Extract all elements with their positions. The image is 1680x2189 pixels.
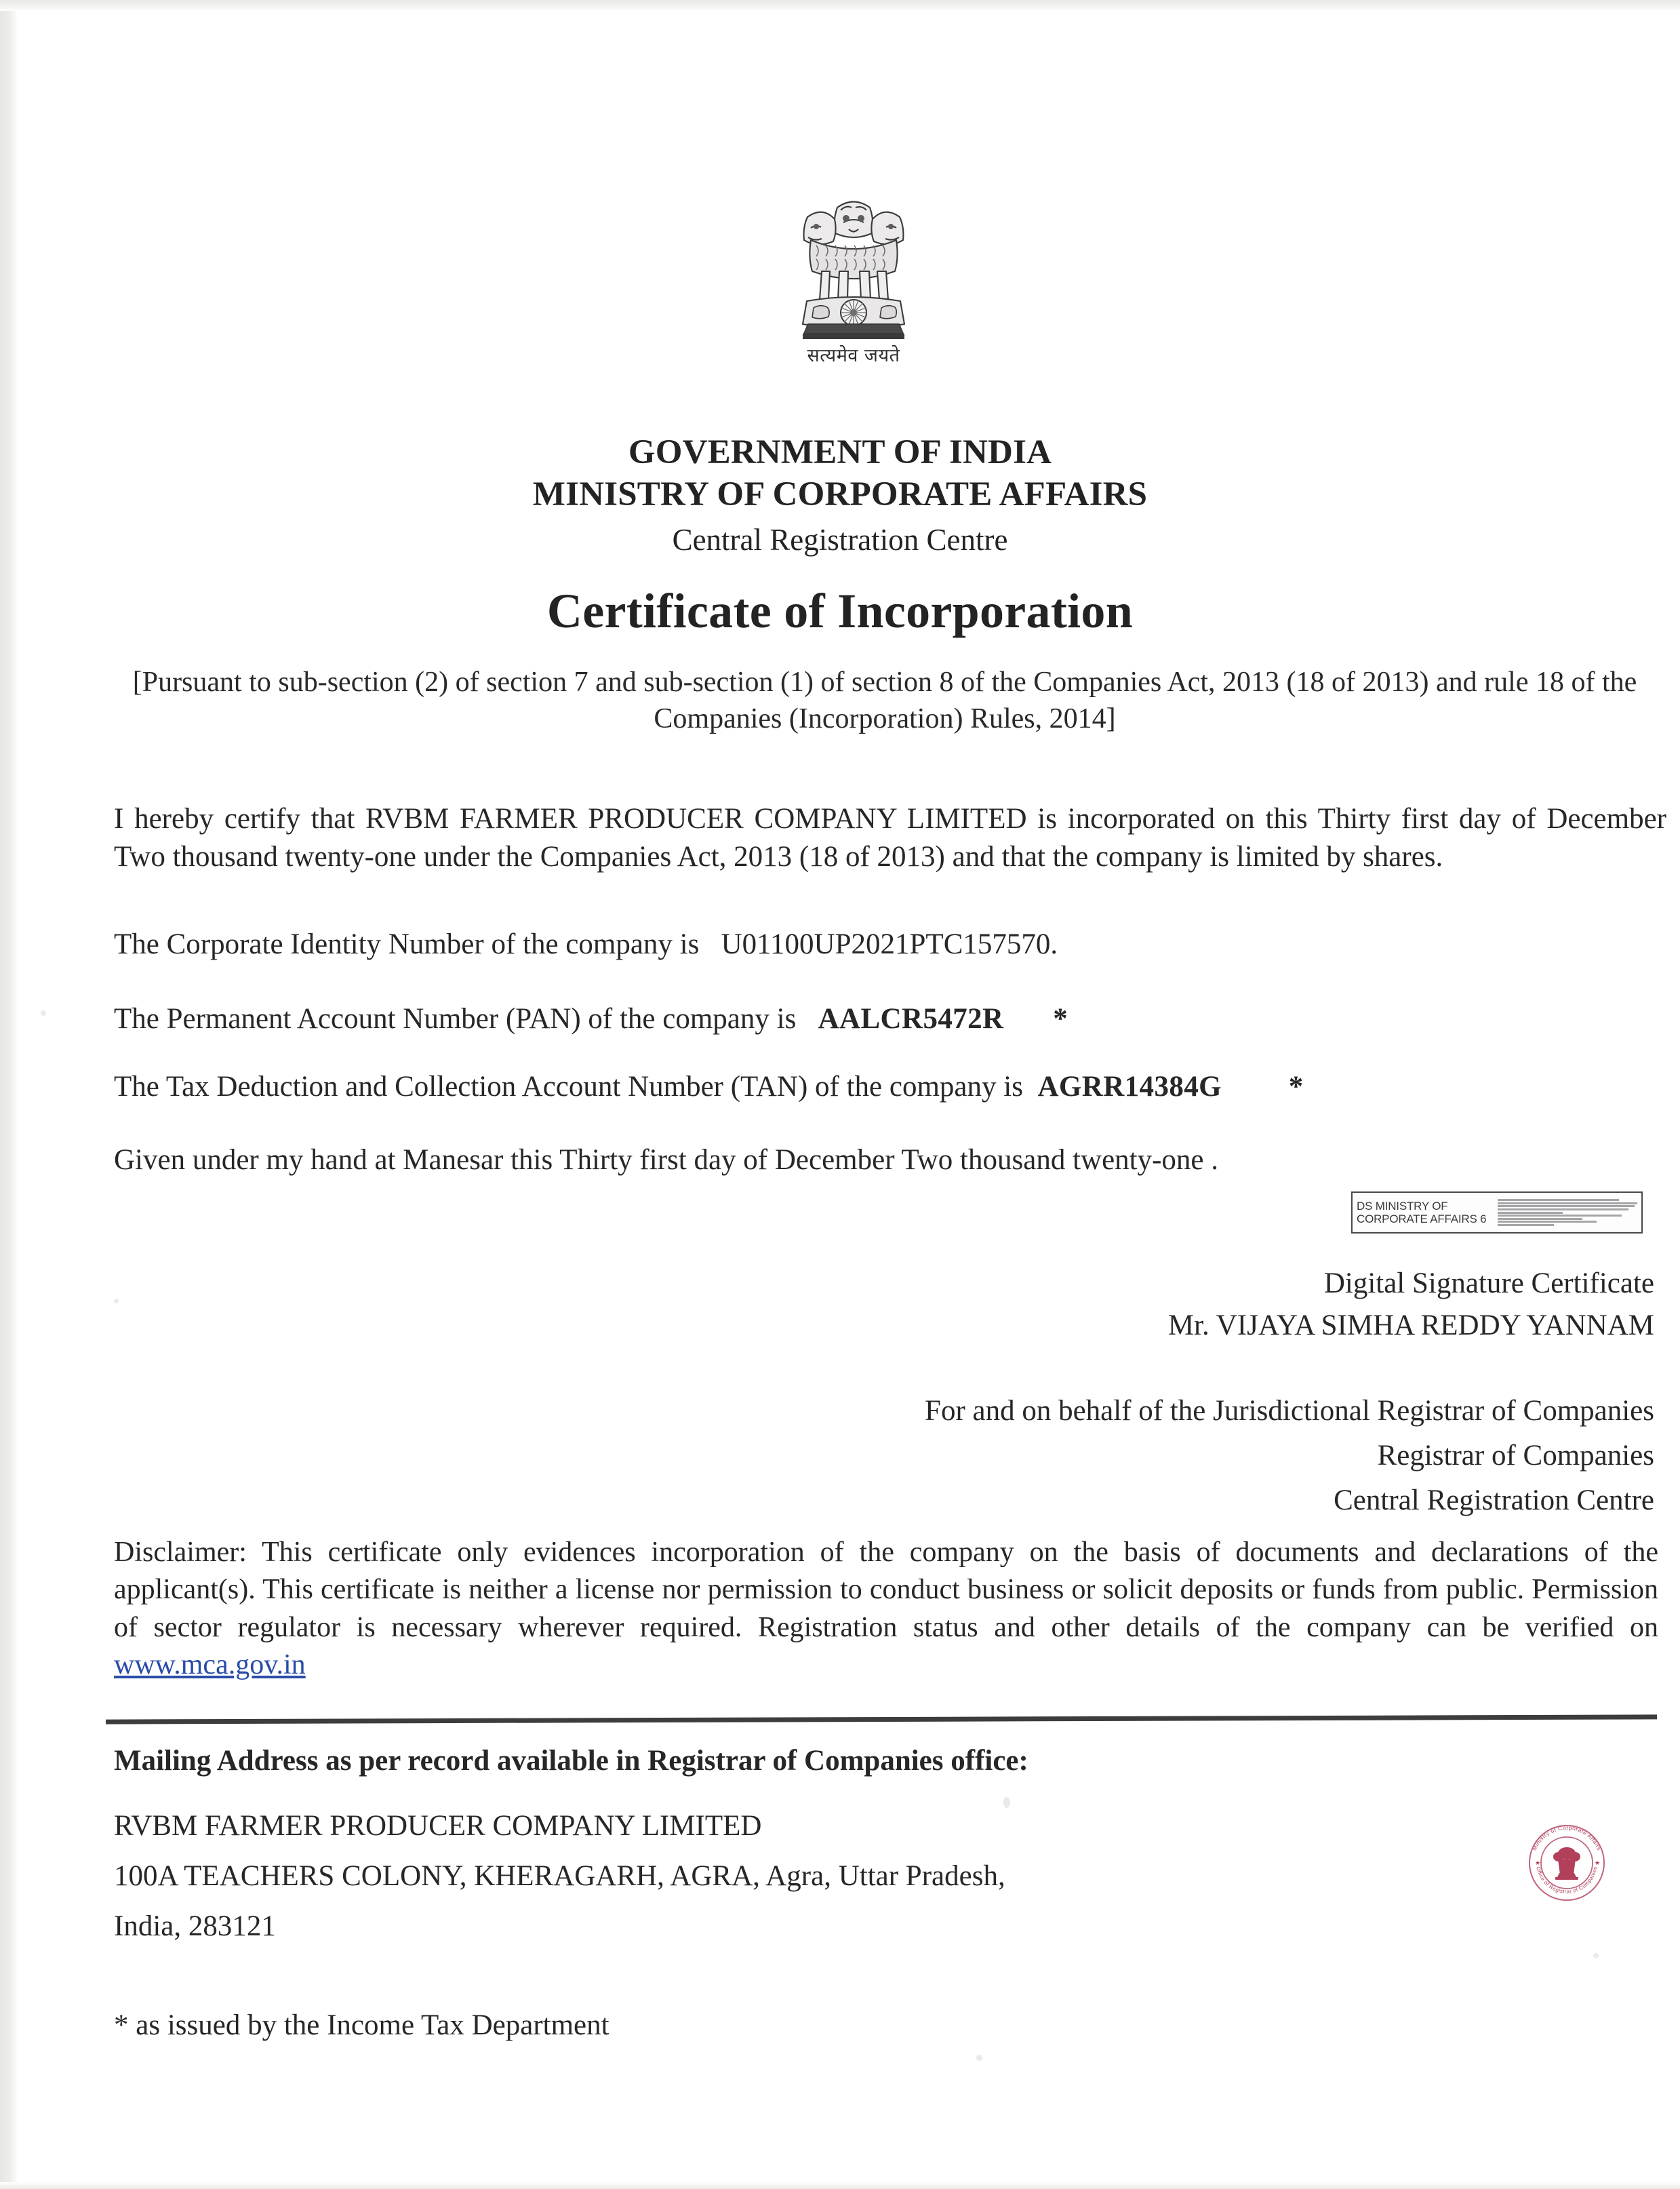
mca-website-link[interactable]: www.mca.gov.in (114, 1649, 306, 1681)
dsc-caption: Digital Signature Certificate (1323, 1267, 1654, 1299)
government-heading: GOVERNMENT OF INDIA (628, 433, 1052, 471)
svg-text:★: ★ (1595, 1859, 1601, 1866)
pan-value: AALCR5472R (818, 1003, 1004, 1035)
pan-label: The Permanent Account Number (PAN) of the company is (114, 1003, 797, 1035)
digital-signature-stamp (1351, 1191, 1643, 1234)
scan-speck (114, 1299, 119, 1303)
dsc-stamp-line1: DS MINISTRY OF (1357, 1199, 1448, 1212)
svg-text:Office of Registrar of Compani: Office of Registrar of Companies (1535, 1866, 1599, 1895)
scan-speck (1003, 1797, 1010, 1808)
tan-value: AGRR14384G (1037, 1071, 1222, 1103)
designation-line: Registrar of Companies (1377, 1440, 1654, 1472)
scan-speck (41, 1010, 46, 1016)
cin-label: The Corporate Identity Number of the company is (114, 928, 700, 960)
signatory-name: Mr. VIJAYA SIMHA REDDY YANNAM (1167, 1309, 1654, 1341)
section-divider (106, 1714, 1657, 1724)
page-title: Certificate of Incorporation (546, 584, 1134, 638)
on-behalf-line: For and on behalf of the Jurisdictional Registrar of Companies (925, 1395, 1654, 1427)
pan-asterisk: * (1053, 1003, 1068, 1035)
disclaimer-paragraph (114, 1534, 1658, 1684)
svg-text:Ministry of Corporate Affairs: Ministry of Corporate Affairs (1530, 1823, 1603, 1852)
mailing-address-line: 100A TEACHERS COLONY, KHERAGARH, AGRA, Agra, Uttar Pradesh, (114, 1860, 1005, 1892)
scan-edge-left (0, 0, 18, 2189)
svg-text:★: ★ (1535, 1859, 1541, 1866)
certify-paragraph: I hereby certify that RVBM FARMER PRODUCER COMPANY LIMITED is incorporated on this Thirty first day of December Two thousand twenty-one under the Companies Act, 2013 (18 of 2013) and that the company is limited by shares. (114, 803, 1666, 873)
pan-line (114, 1002, 1666, 1036)
roc-round-seal-icon (1520, 1816, 1614, 1910)
dsc-fine-print (1498, 1198, 1641, 1227)
dsc-stamp-label (1353, 1200, 1498, 1225)
tan-label: The Tax Deduction and Collection Account Number (TAN) of the company is (114, 1071, 1023, 1103)
office-subheading: Central Registration Centre (672, 523, 1008, 557)
pursuant-note: [Pursuant to sub-section (2) of section 7 and sub-section (1) of section 8 of the Companies Act, 2013 (18 of 2013) and rule 18 of the Companies (Incorporation) Rules, 2014] (132, 667, 1637, 734)
state-emblem-block (769, 175, 938, 378)
mailing-address-heading: Mailing Address as per record available in Registrar of Companies office: (114, 1745, 1028, 1777)
disclaimer-text: Disclaimer: This certificate only evidences incorporation of the company on the basis of documents and declarations of the applicant(s). This certificate is neither a license nor permission to conduct business or solicit deposits or funds from public. Permission of sector regulator is necessary wherever required. Registration status and other details of the company can be verified on (114, 1537, 1658, 1643)
scan-edge-bottom (0, 2182, 1680, 2189)
dsc-stamp-line2: CORPORATE AFFAIRS 6 (1357, 1212, 1487, 1225)
scan-edge-top (0, 0, 1680, 11)
tan-asterisk: * (1288, 1071, 1304, 1103)
scan-speck (976, 2055, 982, 2061)
mailing-company-name: RVBM FARMER PRODUCER COMPANY LIMITED (114, 1810, 762, 1842)
centre-line: Central Registration Centre (1334, 1484, 1654, 1516)
cin-value: U01100UP2021PTC157570. (721, 928, 1058, 960)
mailing-country-pin: India, 283121 (114, 1910, 276, 1942)
footnote-text: * as issued by the Income Tax Department (114, 2009, 609, 2041)
given-under-line: Given under my hand at Manesar this Thirty first day of December Two thousand twenty-one . (114, 1144, 1219, 1176)
emblem-motto: सत्यमेव जयते (807, 345, 900, 366)
state-emblem-of-india-icon (769, 175, 938, 344)
tan-line (114, 1070, 1666, 1103)
cin-line (114, 928, 1666, 961)
scan-speck (1593, 1953, 1599, 1958)
ministry-heading: MINISTRY OF CORPORATE AFFAIRS (532, 475, 1148, 513)
